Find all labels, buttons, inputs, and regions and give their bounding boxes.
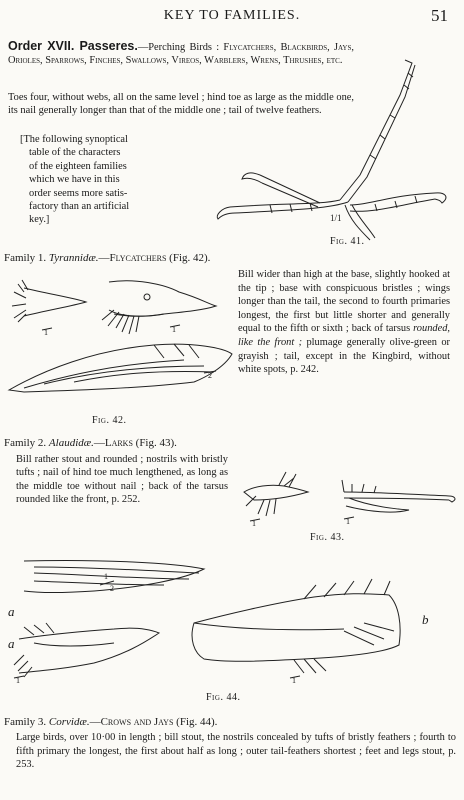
fig42-caption: Fig. 42. <box>92 415 127 426</box>
family-3-figref: (Fig. 44). <box>176 716 218 728</box>
order-families-list: Flycatchers, Blackbirds, Jays, Orioles, Sparrows, Finches, Swallows, Vireos, Warblers, Wrens, Thrushes, etc. <box>8 42 354 66</box>
note-line: of the eighteen families <box>29 160 127 172</box>
family-3-common: —Crows and Jays <box>89 716 174 728</box>
family-1-desc-tail: plumage generally olive-green or grayish ; tail, except in the Kingbird, without white spots, p. 242. <box>238 336 450 376</box>
fig44-caption: Fig. 44. <box>206 692 241 703</box>
page-header <box>0 8 464 28</box>
svg-text:1: 1 <box>16 676 20 685</box>
fig44-crow-illustration <box>4 555 444 690</box>
family-2-number: Family 2. <box>4 437 47 449</box>
family-1-latin: Tyrannidæ. <box>48 252 99 264</box>
order-note <box>20 133 190 227</box>
family-2-heading <box>4 437 244 450</box>
note-line: factory than an artificial <box>29 201 130 213</box>
svg-text:1: 1 <box>104 572 108 581</box>
order-title: Order XVII. Passeres. <box>8 39 138 53</box>
page-number: 51 <box>431 6 448 25</box>
family-2-latin: Alaudidæ. <box>48 437 94 449</box>
note-line: table of the characters <box>29 147 121 159</box>
family-2-figref: (Fig. 43). <box>135 437 177 449</box>
note-line: which we have in this <box>29 174 120 186</box>
family-1-common: —Flycatchers <box>98 252 167 264</box>
family-1-description <box>238 268 450 377</box>
fig43-lark-illustration <box>234 470 459 540</box>
order-lead: —Perching Birds : <box>137 42 224 53</box>
note-line: order seems more satis- <box>29 187 128 199</box>
note-line: [The following synoptical <box>20 134 128 145</box>
svg-text:1: 1 <box>292 676 296 685</box>
family-2-common: —Larks <box>93 437 133 449</box>
family-1-desc-text: Bill wider than high at the base, slightly hooked at the tip ; base with conspicuous bristles ; wings longer than the tail, the second to fourth primaries longest, the first but little shorter and generally equal to the fifth or sixth ; back of tarsus <box>238 269 450 335</box>
fig41-caption: Fig. 41. <box>330 236 365 247</box>
note-line: key.] <box>29 214 50 226</box>
svg-text:1: 1 <box>252 519 256 528</box>
svg-text:2: 2 <box>110 584 114 593</box>
fig44-label-a2: a <box>8 636 15 651</box>
family-3-latin: Corvidæ. <box>48 716 90 728</box>
family-1-desc-italic: rounded, like the front ; <box>238 323 450 348</box>
svg-text:1: 1 <box>172 325 176 334</box>
fig44-label-b: b <box>422 612 429 627</box>
family-2-description: Bill rather stout and rounded ; nostrils with bristly tufts ; nail of hind toe much lengthened, as long as the middle toe without nail ; back of the tarsus rounded like the front, p. 252. <box>16 454 228 506</box>
fig41-foot-illustration <box>200 55 450 245</box>
svg-text:1: 1 <box>44 328 48 337</box>
family-3-description: Large birds, over 10·00 in length ; bill stout, the nostrils concealed by tufts of bristly feathers ; fourth to fifth primary the longest, the first about half as long ; outer tail-feathers shortest ; feet and legs stout, p. 253. <box>16 732 456 771</box>
family-3-heading <box>4 716 454 729</box>
fig44-label-a1: a <box>8 604 15 619</box>
family-1-heading <box>4 252 454 265</box>
fig43-caption: Fig. 43. <box>310 532 345 543</box>
family-3-number: Family 3. <box>4 716 47 728</box>
svg-text:1: 1 <box>346 517 350 526</box>
family-1-number: Family 1. <box>4 252 47 264</box>
fig41-scale: 1/1 <box>330 213 342 223</box>
running-title: KEY TO FAMILIES. <box>163 8 301 23</box>
family-1-figref: (Fig. 42). <box>169 252 211 264</box>
order-description: Toes four, without webs, all on the same level ; hind toe as large as the middle one, its nail generally longer than that of the middle one ; tail of twelve feathers. <box>8 92 354 116</box>
svg-text:2: 2 <box>208 371 212 380</box>
fig42-flycatcher-illustration <box>4 270 234 410</box>
